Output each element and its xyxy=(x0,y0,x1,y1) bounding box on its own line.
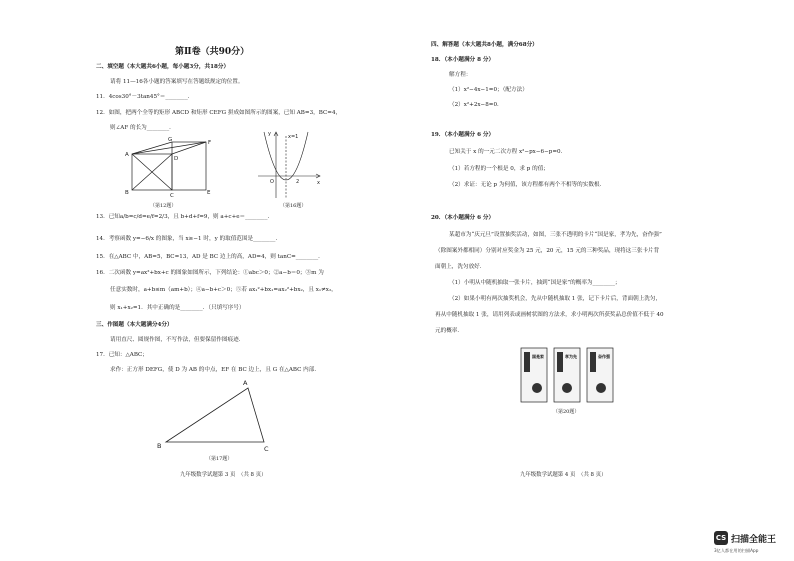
question-20-part2-line2: 再从中随机抽取 1 张，请用列表或画树状图的方法求，求小明两次所获奖品总价值不低于 40 xyxy=(435,312,664,318)
question-11: 11．4cos30°－3tan45°＝________． xyxy=(96,94,194,100)
figure-17-caption: （第17题） xyxy=(206,456,233,462)
fig16-label-axis: x=1 xyxy=(288,134,299,140)
fig16-label-2: 2 xyxy=(296,179,300,185)
fig17-label-c: C xyxy=(264,445,269,453)
left-footer: 九年级数学试题第 3 页 （共 8 页） xyxy=(180,472,267,478)
fig12-label-f: F xyxy=(208,140,212,146)
question-18-heading: 18．（本小题满分 8 分） xyxy=(431,57,495,63)
fig12-label-d: D xyxy=(174,156,179,162)
figure-16-caption: （第16题） xyxy=(280,203,307,209)
fig12-label-b: B xyxy=(125,190,129,196)
card-label-1: 国是家 xyxy=(532,354,544,359)
camscanner-tagline: 3亿人都在用的扫描App xyxy=(714,548,759,553)
fig17-label-b: B xyxy=(157,442,162,450)
question-17-given: 17．已知：△ABC； xyxy=(96,352,148,358)
section3-heading: 三、作图题（本大题满分4分） xyxy=(96,322,173,328)
question-18-subheading: 解方程： xyxy=(449,72,472,78)
figure-12-caption: （第12题） xyxy=(150,203,177,209)
figure-12 xyxy=(122,136,217,198)
question-19-part2: （2）求证：无论 p 为何值，该方程都有两个不相等的实数根． xyxy=(449,182,606,188)
scanner-watermark xyxy=(714,529,794,561)
card-label-3: 奋作强 xyxy=(598,354,610,359)
fig16-label-y: y xyxy=(268,131,271,137)
right-page xyxy=(397,0,794,561)
question-12-line2: 则∠AF 的长为________． xyxy=(110,125,175,131)
question-16-line1: 16．二次函数 y=ax²+bx+c 的图象如图所示，下列结论：①abc＞0；②a−b＝0；③m 为 xyxy=(96,270,324,276)
fig12-label-c: C xyxy=(170,193,174,198)
fig12-label-e: E xyxy=(207,190,211,196)
question-20-heading: 20．（本小题满分 6 分） xyxy=(431,215,495,221)
question-13: 13．已知a/b=c/d=e/f=2/3，且 b+d+f=9，则 a+c+e＝________． xyxy=(96,214,274,220)
fig17-label-a: A xyxy=(243,379,248,387)
question-20-line2: （除图案外都相同）分别对应奖金为 25 元，20 元，15 元的三种奖品，现将这三张卡片背 xyxy=(435,248,660,254)
fig16-label-x: x xyxy=(317,180,320,186)
figure-17 xyxy=(152,376,282,454)
figure-16 xyxy=(254,128,324,200)
question-20-line3: 面朝上，洗匀放好． xyxy=(435,264,486,270)
fig12-label-g: G xyxy=(168,137,173,143)
camscanner-name: 扫描全能王 xyxy=(731,535,777,545)
figure-20-cards xyxy=(517,344,617,406)
question-20-part1: （1）小明从中随机抽取一张卡片，抽到“国是家”的概率为________； xyxy=(449,280,621,286)
question-16-line2: 任意实数时，a+b≤m（am+b）；④a−b+c＞0；⑤若 ax₁²+bx₁=ax₂²+bx₂，且 x₁≠x₂， xyxy=(110,287,337,293)
section2-heading: 二、填空题（本大题共6小题，每小题3分，共18分） xyxy=(96,64,230,70)
camscanner-logo: CS xyxy=(714,531,728,545)
question-18-part2: （2）x²+2x−8=0． xyxy=(449,102,503,108)
question-15: 15．在△ABC 中，AB=5，BC=13，AD 是 BC 边上的高，AD=4，则 tanC=________． xyxy=(96,254,324,260)
question-20-line1: 某超市为“庆元旦”设置抽奖活动，如图，三张不透明的卡片“国是家，孝为先，奋作强” xyxy=(449,232,662,238)
figure-20-caption: （第20题） xyxy=(553,409,580,415)
question-19-heading: 19．（本小题满分 6 分） xyxy=(431,132,495,138)
question-14: 14．考察函数 y=−6/x 的图象，当 x≥−1 时，y 的取值范围是________． xyxy=(96,236,282,242)
fig16-label-o: O xyxy=(270,179,274,185)
right-footer: 九年级数学试题第 4 页 （共 8 页） xyxy=(520,472,607,478)
question-17-task: 求作：正方形 DEFG，使 D 为 AB 的中点，EF 在 BC 边上，且 G 在△ABC 内部． xyxy=(110,367,320,373)
question-12-line1: 12．如图，把两个全等的矩形 ABCD 和矩形 CEFG 拼成如图所示的图案，已知 AB=3，BC=4， xyxy=(96,110,342,116)
question-19-part1: （1）若方程的一个根是 0，求 p 的值； xyxy=(449,166,549,172)
section4-heading: 四、解答题（本大题共8小题，满分68分） xyxy=(431,42,538,48)
fig12-label-a: A xyxy=(125,152,129,158)
question-19-text: 已知关于 x 的一元二次方程 x²−px−6−p=0． xyxy=(449,149,567,155)
section-title: 第Ⅱ卷（共90分） xyxy=(175,47,250,57)
section3-note: 请用直尺、圆规作图，不写作法，但要保留作图痕迹． xyxy=(110,337,245,343)
question-16-line3: 则 x₁+x₂=1．其中正确的是________．（只填写序号） xyxy=(110,305,245,311)
card-label-2: 孝为先 xyxy=(565,354,577,359)
question-20-part2-line3: 元的概率． xyxy=(435,328,463,334)
question-20-part2-line1: （2）如果小明有两次抽奖机会，先从中随机抽取 1 张，记下卡片后，背面朝上洗匀， xyxy=(449,296,662,302)
question-18-part1: （1）x²−4x−1=0；（配方法） xyxy=(449,87,528,93)
section2-note: 请将 11—16各小题的答案填写在答题纸规定的位置。 xyxy=(110,79,244,85)
